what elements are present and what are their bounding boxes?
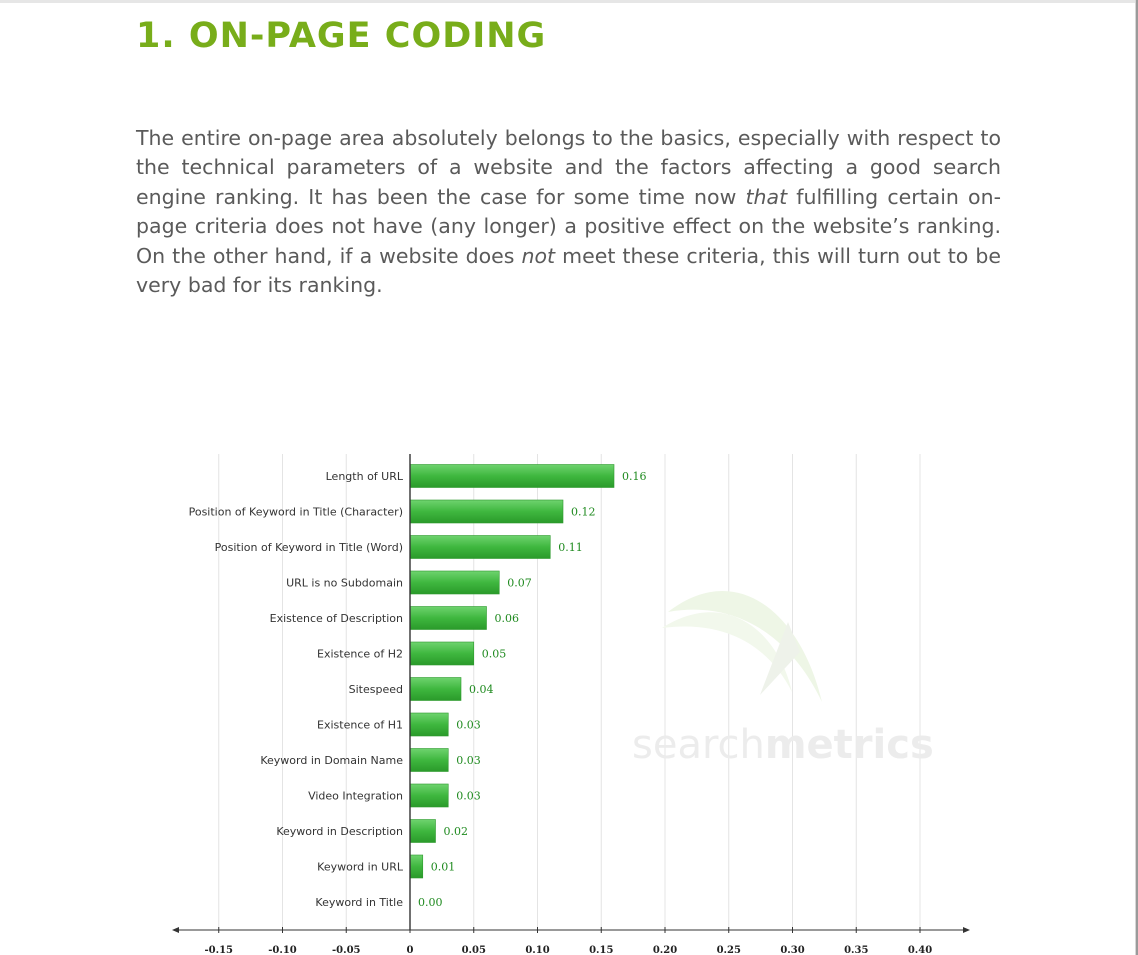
- category-label: URL is no Subdomain: [286, 576, 403, 590]
- data-label: 0.03: [456, 789, 481, 803]
- paragraph-text-1: The entire on-page area absolutely belongs to the basics, especially with respect to the technical parameters of a website and the factors affecting a good search engine ranking. It has been the case for some time now: [136, 126, 1001, 209]
- x-tick-label: -0.10: [268, 945, 297, 955]
- data-label: 0.12: [571, 505, 596, 519]
- bar: [410, 607, 487, 630]
- data-label: 0.16: [622, 470, 647, 483]
- category-label: Existence of H2: [317, 647, 403, 661]
- data-label: 0.01: [430, 860, 456, 874]
- x-tick-label: -0.05: [331, 945, 361, 955]
- bar: [410, 678, 461, 701]
- x-tick-label: 0.25: [716, 945, 741, 955]
- bar: [410, 500, 563, 523]
- x-tick-label: 0.05: [461, 945, 486, 955]
- section-heading: 1. ON-PAGE CODING: [136, 16, 547, 56]
- category-label: Keyword in Domain Name: [260, 754, 403, 767]
- paragraph-text-3: meet these criteria, this will turn out to be very bad for its ranking.: [136, 243, 1001, 298]
- watermark-metrics: metrics: [764, 722, 934, 768]
- bar: [410, 713, 448, 736]
- bar: [410, 855, 423, 878]
- bar: [410, 571, 499, 594]
- category-label: Position of Keyword in Title (Character): [188, 505, 403, 519]
- category-label: Position of Keyword in Title (Word): [214, 541, 403, 554]
- category-label: Existence of Description: [269, 612, 403, 625]
- bar: [410, 465, 614, 488]
- data-label: 0.06: [494, 612, 519, 625]
- data-label: 0.03: [456, 754, 481, 767]
- watermark-search: search: [632, 722, 765, 768]
- paragraph-emphasis-1: that: [745, 184, 788, 209]
- x-tick-label: 0.20: [652, 945, 678, 955]
- category-label: Length of URL: [325, 470, 403, 483]
- x-tick-label: -0.15: [204, 945, 234, 955]
- x-tick-label: 0.40: [907, 945, 933, 955]
- data-label: 0.11: [558, 541, 583, 554]
- category-label: Existence of H1: [317, 718, 403, 732]
- body-paragraph: [136, 124, 1001, 300]
- data-label: 0.03: [456, 718, 481, 732]
- category-label: Keyword in URL: [317, 860, 403, 874]
- bar: [410, 784, 448, 807]
- bar: [410, 642, 474, 665]
- svg-text:searchmetrics: [632, 722, 934, 768]
- top-border: [0, 0, 1138, 3]
- x-tick-label: 0.35: [844, 945, 869, 955]
- x-tick-label: 0.10: [525, 945, 550, 955]
- data-label: 0.04: [469, 683, 494, 696]
- data-label: 0.00: [418, 896, 443, 909]
- x-tick-label: 0: [406, 945, 414, 955]
- paragraph-text-2: fulfilling certain on-page criteria does not have (any longer) a positive effect on the website’s ranking. On the other hand, if a website does: [136, 184, 1001, 268]
- bar: [410, 749, 448, 772]
- paragraph-emphasis-2: not: [521, 243, 556, 268]
- x-tick-label: 0.15: [589, 945, 614, 955]
- ranking-factors-bar-chart: [0, 440, 1138, 955]
- category-label: Keyword in Title: [315, 896, 403, 909]
- data-label: 0.07: [507, 576, 532, 590]
- category-label: Sitespeed: [348, 683, 403, 696]
- searchmetrics-watermark: [632, 591, 934, 768]
- bar: [410, 536, 550, 559]
- x-axis-arrow-right: [963, 927, 970, 933]
- data-label: 0.05: [481, 647, 507, 661]
- category-label: Video Integration: [308, 789, 403, 803]
- bar: [410, 820, 436, 843]
- category-label: Keyword in Description: [276, 825, 403, 838]
- data-label: 0.02: [443, 825, 468, 838]
- x-axis-arrow-left: [172, 927, 179, 933]
- x-tick-label: 0.30: [780, 945, 805, 955]
